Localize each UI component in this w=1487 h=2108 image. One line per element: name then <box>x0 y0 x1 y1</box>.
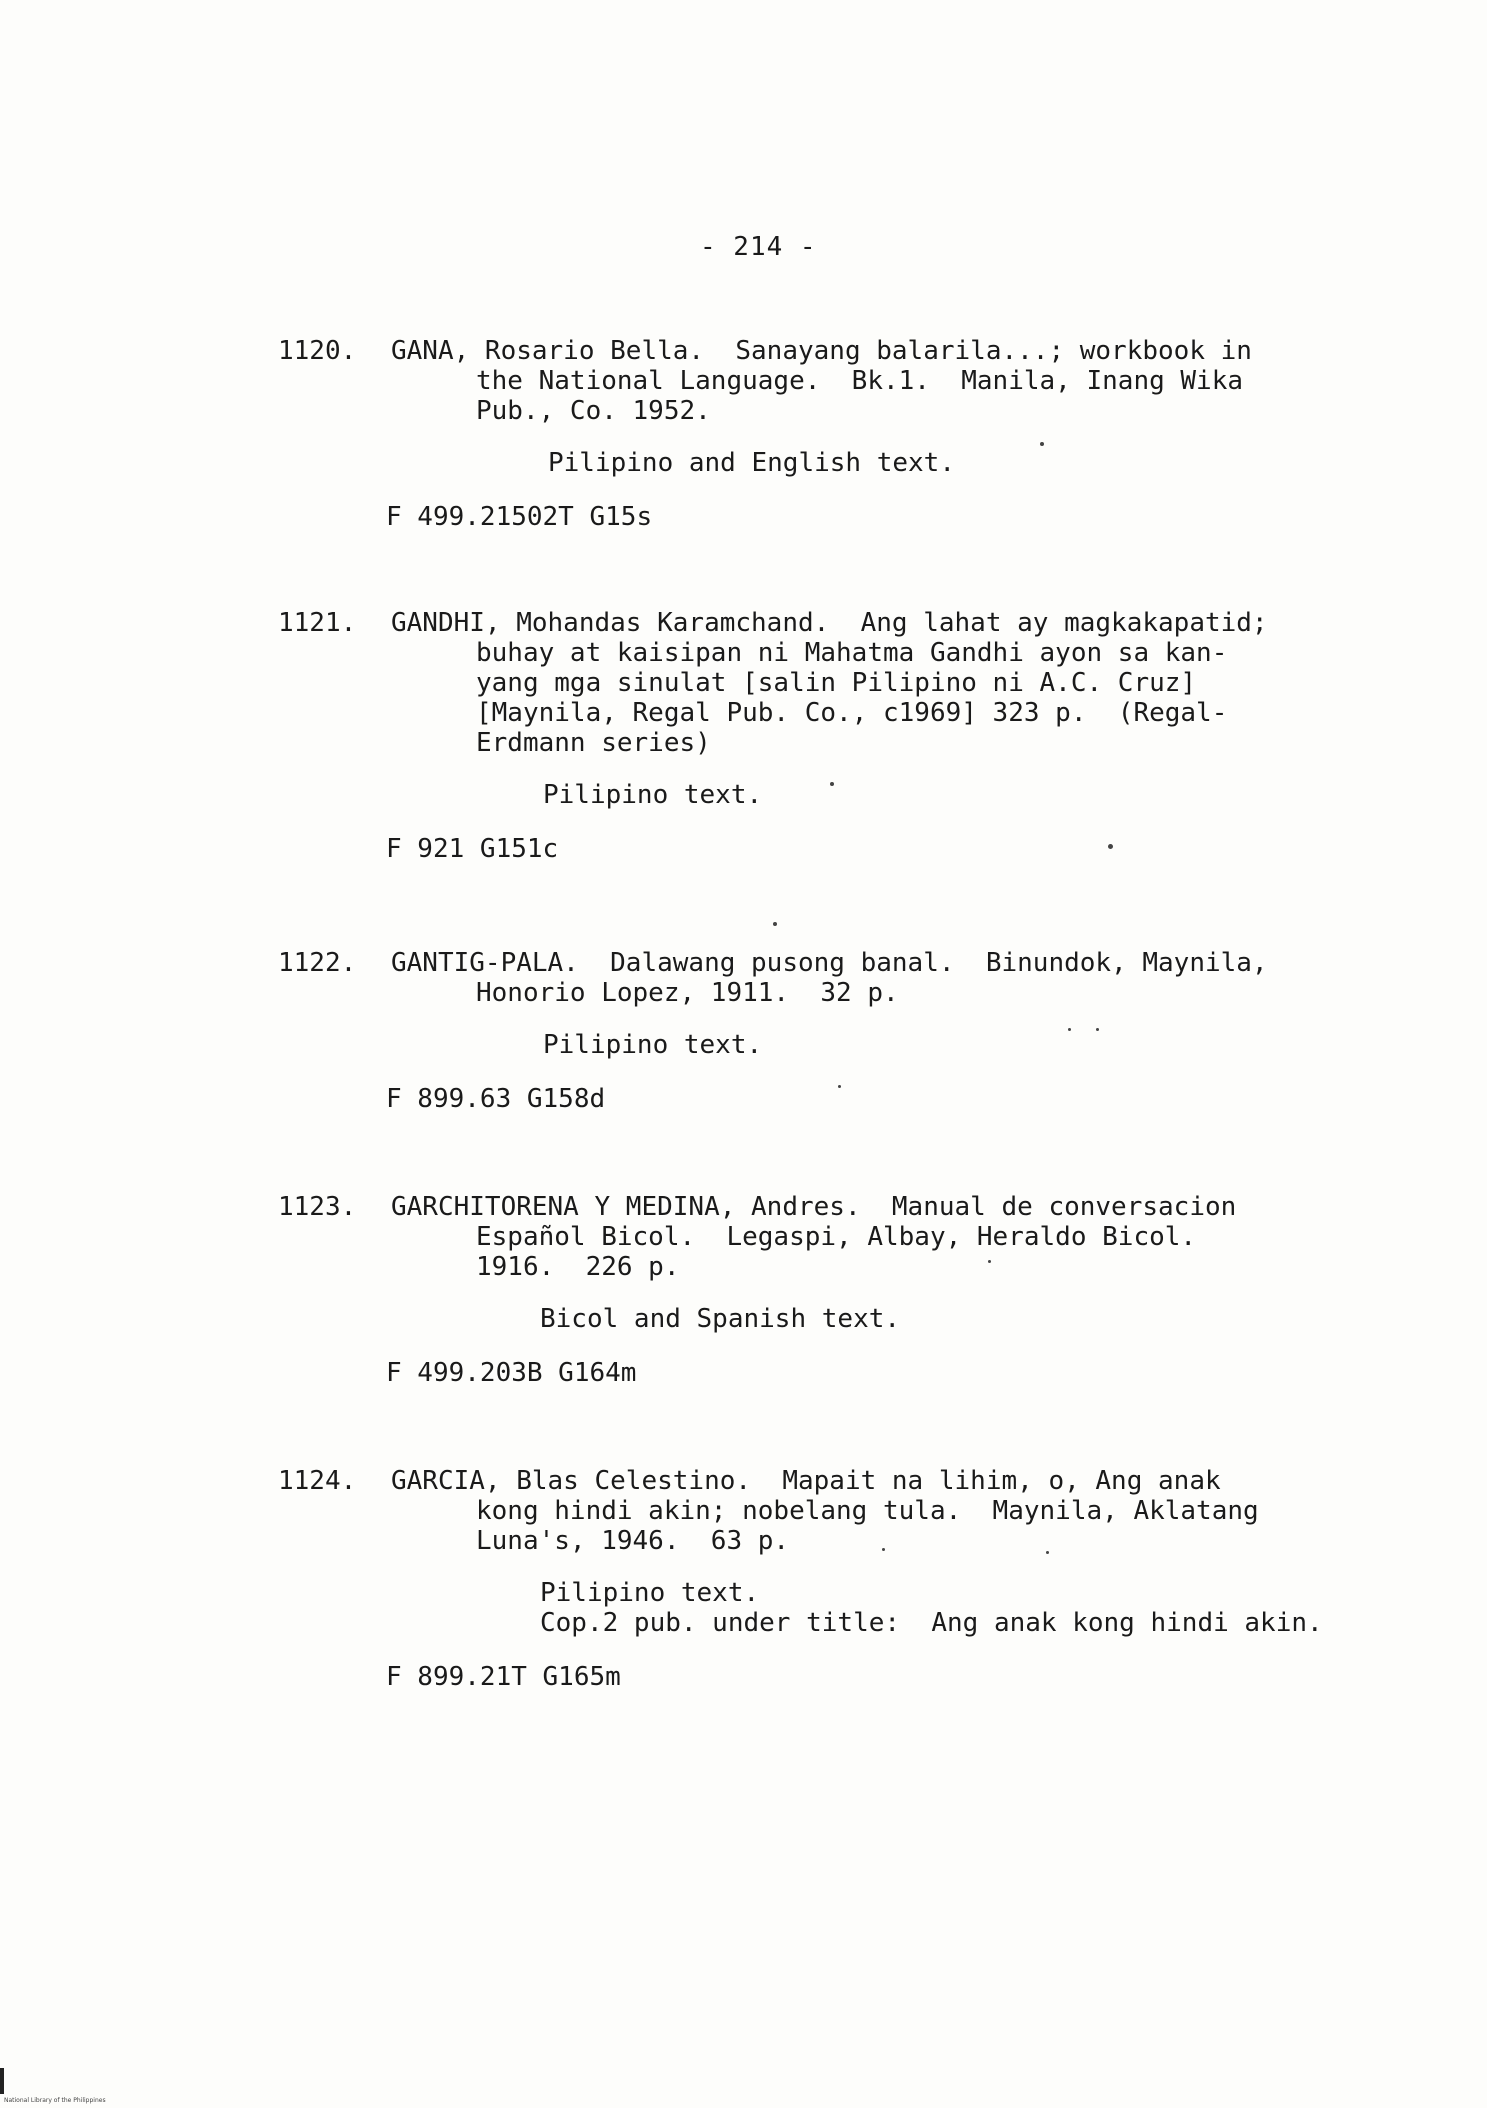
citation-line: kong hindi akin; nobelang tula. Maynila, Aklatang <box>476 1496 1259 1526</box>
citation-line: [Maynila, Regal Pub. Co., c1969] 323 p. (Regal- <box>476 698 1228 728</box>
entry-heading <box>278 608 1338 758</box>
entry-notes <box>278 448 1338 478</box>
scan-speck <box>1108 844 1113 849</box>
entry-number: 1121. <box>278 608 357 638</box>
entry-note: Bicol and Spanish text. <box>540 1304 901 1334</box>
citation-line: Español Bicol. Legaspi, Albay, Heraldo Bicol. <box>476 1222 1197 1252</box>
scan-speck <box>1096 1028 1099 1031</box>
citation-line: 1916. 226 p. <box>476 1252 680 1282</box>
entry-citation <box>391 608 1338 758</box>
scan-speck <box>988 1260 991 1263</box>
entry-number: 1123. <box>278 1192 357 1222</box>
page-number: - 214 - <box>700 232 817 262</box>
entry-note: Pilipino text. <box>543 1030 763 1060</box>
catalog-entry-1122 <box>278 948 1338 1114</box>
citation-line: GARCHITORENA Y MEDINA, Andres. Manual de conversacion <box>391 1192 1237 1222</box>
call-number: F 899.63 G158d <box>386 1084 606 1114</box>
entry-citation <box>391 948 1338 1008</box>
entry-heading <box>278 336 1338 426</box>
footer-credit: National Library of the Philippines <box>4 2097 106 2104</box>
entry-notes <box>278 1030 1338 1060</box>
entry-note: Pilipino text. <box>543 780 763 810</box>
call-number: F 499.203B G164m <box>386 1358 637 1388</box>
catalog-entry-1123 <box>278 1192 1338 1388</box>
citation-line: GANA, Rosario Bella. Sanayang balarila...; workbook in <box>391 336 1252 366</box>
citation-line: Pub., Co. 1952. <box>476 396 711 426</box>
catalog-entry-1124 <box>278 1466 1338 1692</box>
entry-number: 1124. <box>278 1466 357 1496</box>
scan-speck <box>830 782 834 786</box>
scan-speck <box>1040 442 1044 446</box>
entry-note: Cop.2 pub. under title: Ang anak kong hindi akin. <box>540 1608 1323 1638</box>
entry-heading <box>278 948 1338 1008</box>
scan-edge-mark <box>0 2068 4 2094</box>
call-number: F 921 G151c <box>386 834 559 864</box>
catalog-entry-1121 <box>278 608 1338 864</box>
citation-line: Honorio Lopez, 1911. 32 p. <box>476 978 899 1008</box>
entry-note: Pilipino text. <box>540 1578 760 1608</box>
citation-line: the National Language. Bk.1. Manila, Inang Wika <box>476 366 1244 396</box>
entry-citation <box>391 1466 1338 1556</box>
entry-notes <box>278 780 1338 810</box>
citation-line: buhay at kaisipan ni Mahatma Gandhi ayon sa kan- <box>476 638 1228 668</box>
entry-heading <box>278 1466 1338 1556</box>
call-number: F 499.21502T G15s <box>386 502 653 532</box>
call-number: F 899.21T G165m <box>386 1662 621 1692</box>
entry-number: 1120. <box>278 336 357 366</box>
citation-line: Erdmann series) <box>476 728 711 758</box>
citation-line: yang mga sinulat [salin Pilipino ni A.C. Cruz] <box>476 668 1197 698</box>
entry-notes <box>278 1304 1338 1334</box>
scan-speck <box>882 1548 885 1551</box>
citation-line: GANTIG-PALA. Dalawang pusong banal. Binundok, Maynila, <box>391 948 1268 978</box>
scan-speck <box>1068 1028 1071 1031</box>
scan-speck <box>838 1085 841 1088</box>
entry-heading <box>278 1192 1338 1282</box>
entry-note: Pilipino and English text. <box>548 448 955 478</box>
entry-citation <box>391 336 1338 426</box>
entry-citation <box>391 1192 1338 1282</box>
entry-number: 1122. <box>278 948 357 978</box>
catalog-entry-1120 <box>278 336 1338 532</box>
scan-speck <box>773 922 777 926</box>
scan-speck <box>1046 1551 1049 1554</box>
citation-line: GANDHI, Mohandas Karamchand. Ang lahat ay magkakapatid; <box>391 608 1268 638</box>
citation-line: Luna's, 1946. 63 p. <box>476 1526 790 1556</box>
entry-notes <box>278 1578 1338 1638</box>
citation-line: GARCIA, Blas Celestino. Mapait na lihim, o, Ang anak <box>391 1466 1221 1496</box>
